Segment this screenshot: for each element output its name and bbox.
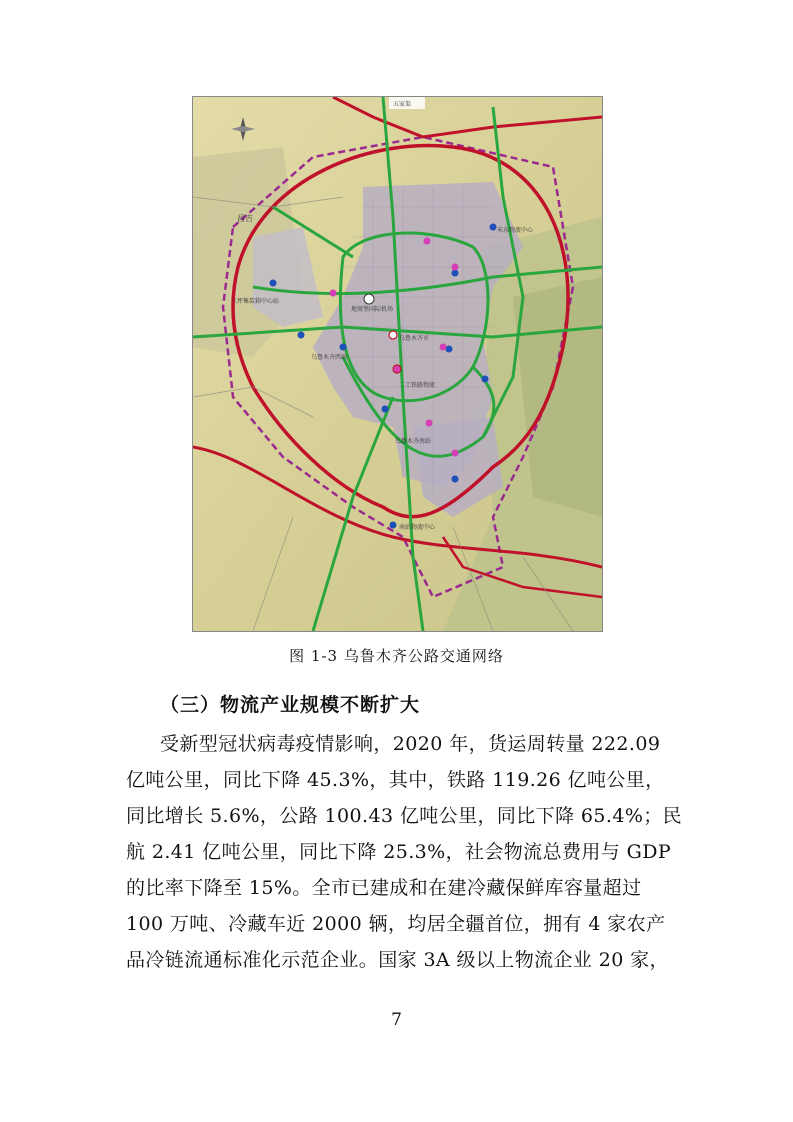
body-line-6: 100 万吨、冷藏车近 2000 辆，均居全疆首位，拥有 4 家农产	[126, 913, 666, 935]
map-label-logistics-west: 三坪集装箱中心站	[231, 298, 280, 305]
section-heading: （三）物流产业规模不断扩大	[160, 694, 421, 716]
map-label-airport: 地窝堡国际机场	[351, 306, 394, 313]
body-line-4: 航 2.41 亿吨公里，同比下降 25.3%，社会物流总费用与 GDP	[126, 841, 672, 863]
figure-caption: 图 1-3 乌鲁木齐公路交通网络	[289, 647, 504, 665]
body-line-7: 品冷链流通标准化示范企业。国家 3A 级以上物流企业 20 家，	[126, 949, 669, 971]
map-label-logistics-north: 米东物流中心	[497, 227, 534, 234]
road-network-map	[192, 96, 603, 632]
body-line-1: 受新型冠状病毒疫情影响，2020 年，货运周转量 222.09	[160, 733, 661, 755]
body-line-5: 的比率下降至 15%。全市已建成和在建冷藏保鲜库容量超过	[126, 877, 642, 899]
page-number: 7	[391, 1010, 402, 1030]
map-label-south-station: 乌鲁木齐南站	[395, 438, 432, 445]
map-label-west-city: 昌吉	[237, 214, 253, 223]
map-label-station: 乌鲁木齐西站	[311, 354, 348, 361]
map-label-north-exit: 五家渠	[393, 101, 412, 108]
body-line-3: 同比增长 5.6%，公路 100.43 亿吨公里，同比下降 65.4%；民	[126, 805, 683, 827]
map-label-center: 乌鲁木齐市	[399, 335, 430, 342]
body-line-2: 亿吨公里，同比下降 45.3%，其中，铁路 119.26 亿吨公里，	[126, 769, 665, 791]
map-label-industrial: 二工铁路物流	[399, 382, 436, 389]
map-label-south-hub: 南站物流中心	[399, 524, 436, 531]
